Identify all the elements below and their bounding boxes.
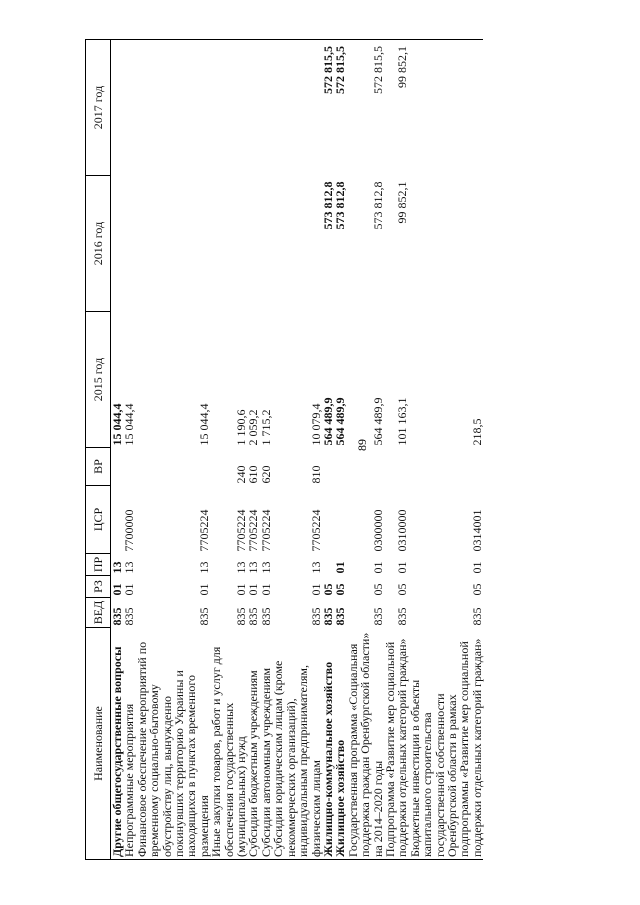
row-pr: 13 xyxy=(234,561,249,574)
row-csr: 7705224 xyxy=(196,509,211,552)
row-rz: 05 xyxy=(333,583,348,596)
table-row xyxy=(272,40,322,860)
row-vr xyxy=(334,448,346,486)
row-2016 xyxy=(247,176,259,312)
row-2016 xyxy=(272,176,322,312)
row-pr: 01 xyxy=(370,561,385,574)
row-2015: 1 190,6 xyxy=(234,409,249,446)
table-header-row xyxy=(86,40,111,860)
row-csr: 7705224 xyxy=(246,509,261,552)
row-name: Субсидии бюджетным учреждениям xyxy=(247,628,259,860)
row-rz: 01 xyxy=(234,583,249,596)
row-ved: 835 xyxy=(122,607,137,626)
row-rz: 01 xyxy=(196,583,211,596)
row-2015: 2 059,2 xyxy=(246,409,261,446)
row-2015: 15 044,4 xyxy=(122,403,137,446)
row-pr: 13 xyxy=(110,561,124,574)
row-vr xyxy=(347,448,384,486)
row-vr: 610 xyxy=(246,465,261,484)
row-2015: 218,5 xyxy=(469,418,484,446)
row-csr: 0310000 xyxy=(395,509,410,552)
row-name: Жилищное хозяйство xyxy=(334,628,346,860)
row-name: Бюджетные инвестиции в объекты капитального строительства государственной собственности Оренбургской области в рамках подпрограммы «Развитие мер социальной поддержки отдельных категорий граждан» xyxy=(409,628,483,860)
header-2016: 2016 год xyxy=(86,176,111,312)
row-name: Субсидии юридическим лицам (кроме некоммерческих организаций), индивидуальным предпринимателям, физическим лицам xyxy=(272,628,322,860)
row-csr: 7705224 xyxy=(258,509,273,552)
row-vr xyxy=(136,448,210,486)
header-rz: РЗ xyxy=(86,576,111,598)
row-vr xyxy=(123,448,135,486)
page-number: 89 xyxy=(355,439,369,451)
row-csr: 7705224 xyxy=(234,509,249,552)
row-name: Подпрограмма «Развитие мер социальной поддержки отдельных категорий граждан» xyxy=(384,628,409,860)
row-2016 xyxy=(123,176,135,312)
row-2017 xyxy=(260,40,272,176)
row-2017 xyxy=(111,40,124,176)
row-name: Непрограммные мероприятия xyxy=(123,628,135,860)
row-2015: 564 489,9 xyxy=(320,397,335,446)
row-csr: 7700000 xyxy=(122,509,137,552)
row-name: Финансовое обеспечение мероприятий по временному социально-бытовому обустройству лиц, вынужденно покинувших территорию Украины и находящихся в пунктах временного размещения xyxy=(136,628,210,860)
row-2017 xyxy=(247,40,259,176)
row-2017 xyxy=(123,40,135,176)
row-rz: 05 xyxy=(469,583,484,596)
header-csr: ЦСР xyxy=(86,486,111,554)
row-2016: 573 812,8 xyxy=(320,181,335,230)
row-pr: 13 xyxy=(122,561,137,574)
row-pr: 13 xyxy=(308,561,323,574)
row-pr: 13 xyxy=(258,561,273,574)
row-2016: 573 812,8 xyxy=(333,181,348,230)
row-vr xyxy=(384,448,409,486)
row-ved: 835 xyxy=(370,607,385,626)
budget-table xyxy=(85,39,483,860)
row-2016 xyxy=(260,176,272,312)
header-pr: ПР xyxy=(86,554,111,576)
table-row xyxy=(334,40,346,860)
row-name: Субсидии автономным учреждениям xyxy=(260,628,272,860)
row-csr: 7705224 xyxy=(308,509,323,552)
row-2017: 572 815,5 xyxy=(347,40,384,176)
row-rz: 05 xyxy=(395,583,410,596)
row-rz: 01 xyxy=(110,583,124,596)
row-name: Государственная программа «Социальная поддержка граждан Оренбургской области» на 2014–2020 годы xyxy=(347,628,384,860)
row-2016: 99 852,1 xyxy=(395,181,410,224)
row-vr xyxy=(322,448,334,486)
row-vr: 620 xyxy=(258,465,273,484)
row-rz: 01 xyxy=(122,583,137,596)
row-csr: 0314001 xyxy=(469,509,484,552)
row-rz: 05 xyxy=(370,583,385,596)
header-ved: ВЕД xyxy=(86,598,111,628)
row-name: Иные закупки товаров, работ и услуг для обеспечения государственных (муниципальных) нужд xyxy=(210,628,247,860)
row-2015: 564 489,9 xyxy=(370,397,385,446)
row-ved: 835 xyxy=(110,607,124,626)
row-2016 xyxy=(136,176,210,312)
header-2017: 2017 год xyxy=(86,40,111,176)
table-row xyxy=(322,40,334,860)
header-vr: ВР xyxy=(86,448,111,486)
row-2015: 15 044,4 xyxy=(110,403,124,446)
row-ved: 835 xyxy=(395,607,410,626)
row-2015: 10 079,4 xyxy=(308,403,323,446)
row-2017 xyxy=(272,40,322,176)
table-row xyxy=(210,40,247,860)
row-2016 xyxy=(409,176,483,312)
row-ved: 835 xyxy=(333,607,348,626)
row-ved: 835 xyxy=(234,607,249,626)
row-ved: 835 xyxy=(320,607,335,626)
header-2015: 2015 год xyxy=(86,312,111,448)
row-vr: 810 xyxy=(308,465,323,484)
row-2017: 572 815,5 xyxy=(322,40,334,176)
row-pr: 13 xyxy=(246,561,261,574)
row-name: Жилищно-коммунальное хозяйство xyxy=(322,628,334,860)
row-rz: 05 xyxy=(320,583,335,596)
row-2017: 572 815,5 xyxy=(334,40,346,176)
rotated-page xyxy=(85,40,625,860)
row-2016 xyxy=(111,176,124,312)
table-row xyxy=(123,40,135,860)
table-row xyxy=(384,40,409,860)
row-vr: 240 xyxy=(234,465,249,484)
row-ved: 835 xyxy=(308,607,323,626)
row-csr xyxy=(322,486,334,554)
row-2017: 99 852,1 xyxy=(384,40,409,176)
row-csr xyxy=(334,486,346,554)
row-2016: 573 812,8 xyxy=(370,181,385,230)
row-pr: 13 xyxy=(196,561,211,574)
row-vr xyxy=(111,448,124,486)
row-ved: 835 xyxy=(469,607,484,626)
row-ved: 835 xyxy=(258,607,273,626)
row-2015: 15 044,4 xyxy=(196,403,211,446)
row-pr: 01 xyxy=(469,561,484,574)
row-2015: 1 715,2 xyxy=(258,409,273,446)
row-2017 xyxy=(409,40,483,176)
table-row xyxy=(409,40,483,860)
table-row xyxy=(347,40,384,860)
row-2016 xyxy=(210,176,247,312)
row-ved: 835 xyxy=(246,607,261,626)
row-rz: 01 xyxy=(246,583,261,596)
row-pr: 01 xyxy=(395,561,410,574)
table-row xyxy=(247,40,259,860)
row-2015: 101 163,1 xyxy=(395,397,410,446)
row-pr: 01 xyxy=(333,561,348,574)
row-rz: 01 xyxy=(258,583,273,596)
row-2015: 564 489,9 xyxy=(333,397,348,446)
row-name: Другие общегосударственные вопросы xyxy=(111,628,124,860)
row-vr xyxy=(409,448,483,486)
row-rz: 01 xyxy=(308,583,323,596)
row-ved: 835 xyxy=(196,607,211,626)
header-name: Наименование xyxy=(86,628,111,860)
row-2017 xyxy=(210,40,247,176)
row-csr: 0300000 xyxy=(370,509,385,552)
table-row xyxy=(136,40,210,860)
row-2017 xyxy=(136,40,210,176)
